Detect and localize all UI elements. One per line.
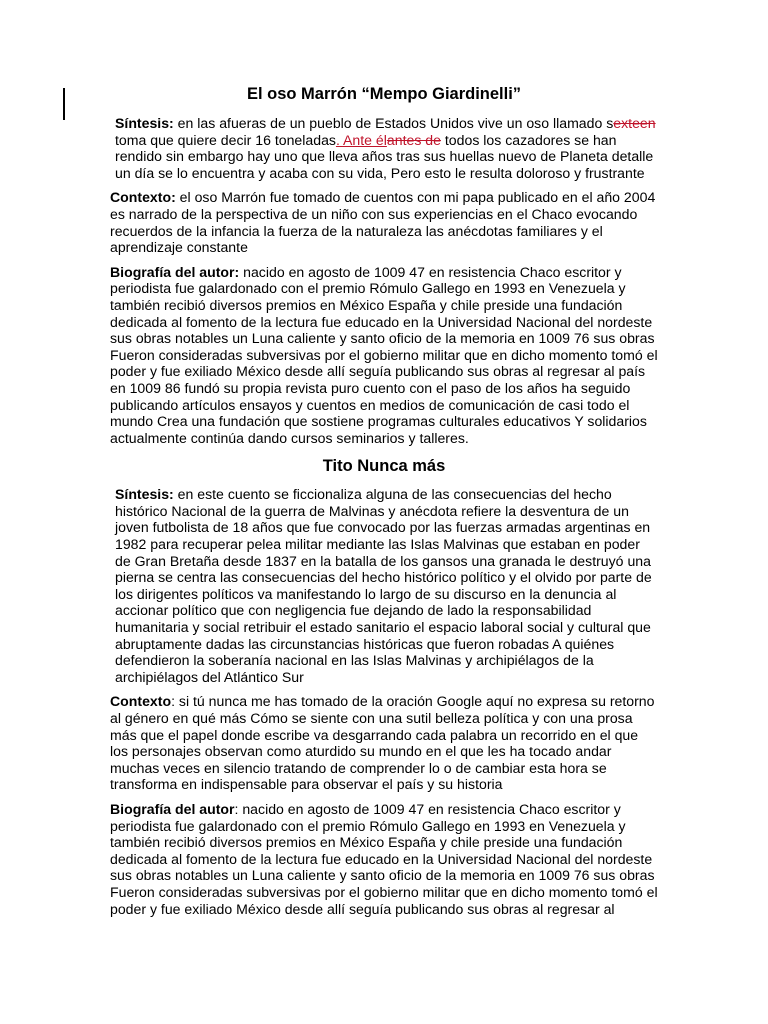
label-biografia-1: Biografía del autor:: [110, 263, 240, 280]
paragraph-contexto-2: [110, 693, 658, 793]
revision-change-bar: [63, 88, 65, 120]
label-contexto-2: Contexto: [110, 693, 172, 710]
paragraph-sintesis-2: [110, 486, 658, 685]
tracked-deletion: antes de: [386, 131, 441, 148]
biografia-2-text: : nacido en agosto de 1009 47 en resistencia Chaco escritor y periodista fue galardonado con el premio Rómulo Gallego en 1993 en Venezuela y también recibió diversos premios en México España y chile preside una fundación dedicada al fomento de la lectura fue educado en la Universidad Nacional del nordeste sus obras notables un Luna caliente y santo oficio de la memoria en 1009 76 sus obras Fueron consideradas subversivas por el gobierno militar que en dicho momento tomó el poder y fue exiliado México desde allí seguía publicando sus obras al regresar al: [110, 800, 658, 917]
sintesis-1-text-b: toma que quiere decir 16 toneladas: [115, 131, 336, 148]
tracked-insertion: . Ante él: [335, 131, 387, 148]
contexto-2-text: : si tú nunca me has tomado de la oración Google aquí no expresa su retorno al género en qué más Cómo se siente con una sutil belleza política y con una prosa más que el papel donde escribe va desgarrando cada palabra un recorrido en el que los personajes observan como aturdido su mundo en el que les ha tocado andar muchas veces en silencio tratando de comprender lo o de cambiar esta hora se transforma en indispensable para observar el país y su historia: [110, 693, 655, 793]
paragraph-contexto-1: [110, 189, 658, 255]
tracked-deletion: exteen: [613, 115, 656, 131]
label-sintesis-1: Síntesis:: [115, 115, 174, 131]
paragraph-biografia-1: [110, 264, 658, 447]
sintesis-1-text-c: todos los cazadores se han rendido sin embargo hay uno que lleva años tras sus huellas nuevo de Planeta detalle un día se lo encuentra y acaba con su vida, Pero esto le resulta doloroso y frustrante: [115, 131, 654, 181]
sintesis-1-text-a: en las afueras de un pueblo de Estados Unidos vive un oso llamado s: [173, 115, 614, 131]
story-title-oso-marron: El oso Marrón “Mempo Giardinelli”: [246, 85, 522, 103]
label-biografia-2: Biografía del autor: [110, 800, 235, 817]
label-sintesis-2: Síntesis:: [115, 486, 174, 503]
paragraph-sintesis-1: [110, 115, 658, 181]
sintesis-2-text: en este cuento se ficcionaliza alguna de las consecuencias del hecho histórico Nacional de la guerra de Malvinas y anécdota refiere la desventura de un joven futbolista de 18 años que fue convocado por las fuerzas armadas argentinas en 1982 para recuperar pelea militar mediante las Islas Malvinas que estaban en poder de Gran Bretaña desde 1837 en la batalla de los gansos una granada le destruyó una pierna se centra las consecuencias del hecho histórico político y el olvido por parte de los dirigentes políticos va manifestando lo largo de su discurso en la denuncia al accionar político que con negligencia fue dejando de lado la responsabilidad humanitaria y social retribuir el estado sanitario el espacio laboral social y cultural que abruptamente dadas las circunstancias históricas que fueron robadas A quiénes defendieron la soberanía nacional en las Islas Malvinas y archipiélagos de la archipiélagos del Atlántico Sur: [115, 486, 652, 685]
document-body: [110, 84, 658, 925]
contexto-1-text: el oso Marrón fue tomado de cuentos con mi papa publicado en el año 2004 es narrado de la perspectiva de un niño con sus experiencias en el Chaco evocando recuerdos de la infancia la fuerza de la naturaleza las anécdotas familiares y el aprendizaje constante: [110, 189, 656, 256]
paragraph-biografia-2: [110, 801, 658, 917]
label-contexto-1: Contexto:: [110, 189, 176, 206]
biografia-1-text: nacido en agosto de 1009 47 en resistencia Chaco escritor y periodista fue galardonado con el premio Rómulo Gallego en 1993 en Venezuela y también recibió diversos premios en México España y chile preside una fundación dedicada al fomento de la lectura fue educado en la Universidad Nacional del nordeste sus obras notables un Luna caliente y santo oficio de la memoria en 1009 76 sus obras Fueron consideradas subversivas por el gobierno militar que en dicho momento tomó el poder y fue exiliado México desde allí seguía publicando sus obras al regresar al país en 1009 86 fundó su propia revista puro cuento con el paso de los años ha seguido publicando artículos ensayos y cuentos en medios de comunicación de casi todo el mundo Crea una fundación que sostiene programas culturales educativos Y solidarios actualmente continúa dando cursos seminarios y talleres.: [110, 263, 658, 446]
story-title-tito-nunca-mas: Tito Nunca más: [322, 457, 446, 476]
